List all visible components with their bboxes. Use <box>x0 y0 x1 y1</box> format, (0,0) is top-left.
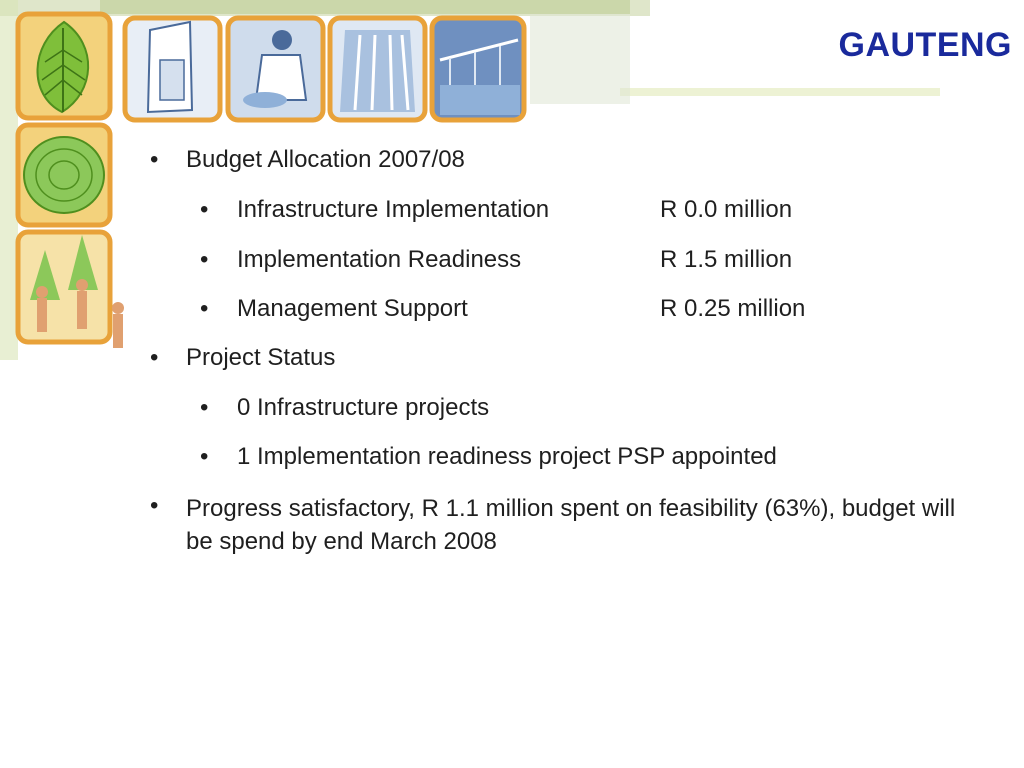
bullet-icon: • <box>200 394 209 421</box>
progress-paragraph: Progress satisfactory, R 1.1 million spent on feasibility (63%), budget will be spend by end March 2008 <box>186 495 956 555</box>
list-item-text: Implementation Readiness <box>237 246 522 273</box>
slide-title: GAUTENG <box>838 26 1012 64</box>
bullet-icon: • <box>200 196 209 223</box>
list-item-text: 0 Infrastructure projects <box>237 394 490 421</box>
list-item-text: Budget Allocation 2007/08 <box>186 146 465 173</box>
bullet-icon: • <box>200 246 209 273</box>
bullet-icon: • <box>200 295 209 322</box>
list-item-text: 1 Implementation readiness project PSP appointed <box>237 443 777 470</box>
bullet-icon: • <box>150 146 159 173</box>
list-item-text: Project Status <box>186 344 336 371</box>
list-item-text: Infrastructure Implementation <box>237 196 550 223</box>
budget-amount: R 1.5 million <box>660 246 793 273</box>
bullet-icon: • <box>200 443 209 470</box>
bullet-icon: • <box>150 492 159 519</box>
bullet-icon: • <box>150 344 159 371</box>
budget-amount: R 0.25 million <box>660 295 806 322</box>
budget-amount: R 0.0 million <box>660 196 793 223</box>
list-item-text: Management Support <box>237 295 468 322</box>
